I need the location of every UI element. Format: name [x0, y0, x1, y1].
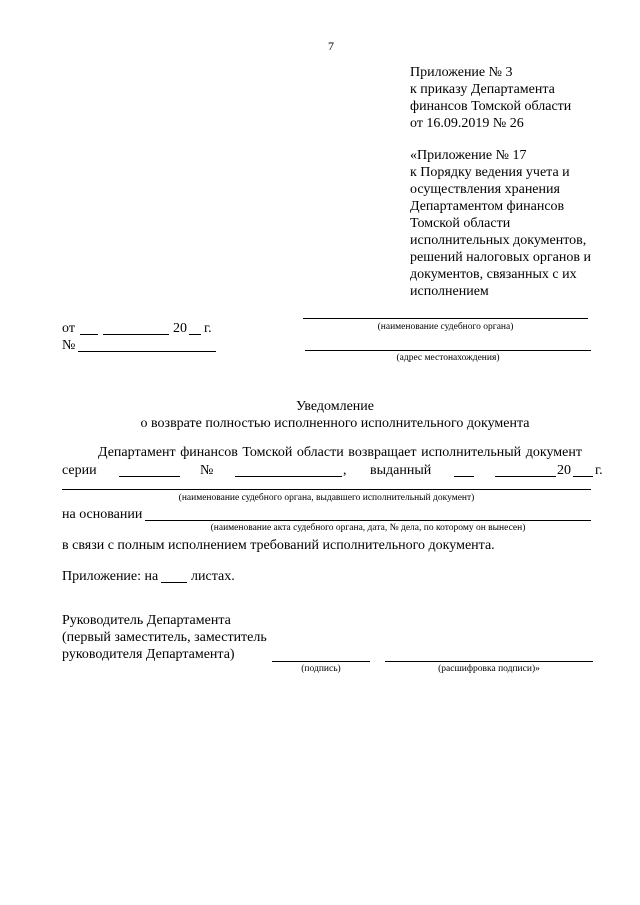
issued-day-field[interactable] [454, 476, 474, 477]
court-address-field[interactable] [305, 350, 591, 351]
sub-appendix-line: исполнением [410, 284, 489, 299]
date-year-prefix: 20 [173, 321, 187, 336]
number-label: № [62, 338, 76, 353]
sub-appendix-line: осуществления хранения [410, 182, 560, 197]
page-number: 7 [328, 39, 334, 53]
issued-month-field[interactable] [495, 476, 556, 477]
date-year-suffix: г. [204, 321, 212, 336]
doc-number-comma: , [343, 463, 347, 478]
number-field[interactable] [78, 351, 216, 352]
date-day-field[interactable] [80, 334, 98, 335]
court-caption: (наименование судебного органа) [377, 322, 514, 332]
date-year-field[interactable] [189, 334, 201, 335]
sub-appendix-line: Департаментом финансов [410, 199, 565, 214]
series-field[interactable] [119, 476, 180, 477]
appendix-line: финансов Томской области [410, 99, 572, 114]
document-title: Уведомление [295, 399, 374, 414]
sub-appendix-line: к Порядку ведения учета и [410, 165, 570, 180]
appendix-header [410, 64, 571, 132]
issued-year-field[interactable] [573, 476, 593, 477]
sub-appendix-line: «Приложение № 17 [410, 148, 527, 163]
signature-decode-field[interactable] [385, 661, 593, 662]
signature-decode-caption: (расшифровка подписи)» [438, 664, 540, 674]
sub-appendix-line: Томской области [410, 216, 511, 231]
body-first-line: Департамент финансов Томской области возвращает исполнительный документ [98, 445, 582, 460]
sub-appendix-line: документов, связанных с их [410, 267, 577, 282]
issued-year-suffix: г. [595, 463, 603, 478]
signatory-line: (первый заместитель, заместитель [62, 630, 267, 645]
signature-caption: (подпись) [301, 664, 341, 674]
signatory-line: Руководитель Департамента [62, 613, 231, 628]
sub-appendix-line: решений налоговых органов и [410, 250, 591, 265]
appendix-line: к приказу Департамента [410, 82, 555, 97]
signatory-title [62, 612, 267, 663]
document-subtitle: о возврате полностью исполненного исполнительного документа [140, 416, 530, 431]
basis-field[interactable] [145, 520, 591, 521]
doc-number-field[interactable] [235, 476, 342, 477]
attachment-suffix: листах. [191, 569, 235, 584]
appendix-line: от 16.09.2019 № 26 [410, 116, 524, 131]
appendix-line: Приложение № 3 [410, 65, 513, 80]
address-caption: (адрес местонахождения) [396, 353, 500, 363]
sub-appendix-line: исполнительных документов, [410, 233, 587, 248]
date-month-field[interactable] [103, 334, 169, 335]
conclusion-line: в связи с полным исполнением требований исполнительного документа. [62, 538, 495, 553]
issued-label: выданный [370, 463, 432, 478]
issuer-name-field[interactable] [62, 489, 591, 490]
basis-label: на основании [62, 507, 143, 522]
doc-number-label: № [200, 463, 214, 478]
issued-year-prefix: 20 [557, 463, 571, 478]
basis-caption: (наименование акта судебного органа, дата, № дела, по которому он вынесен) [210, 523, 526, 533]
signature-field[interactable] [272, 661, 370, 662]
signatory-line: руководителя Департамента) [62, 647, 235, 662]
date-from-label: от [62, 321, 75, 336]
series-label: серии [62, 463, 97, 478]
issuer-caption: (наименование судебного органа, выдавшего исполнительный документ) [178, 493, 475, 503]
attachment-prefix: Приложение: на [62, 569, 159, 584]
sub-appendix-header [410, 147, 591, 300]
attachment-sheets-field[interactable] [161, 582, 187, 583]
court-name-field[interactable] [303, 318, 588, 319]
